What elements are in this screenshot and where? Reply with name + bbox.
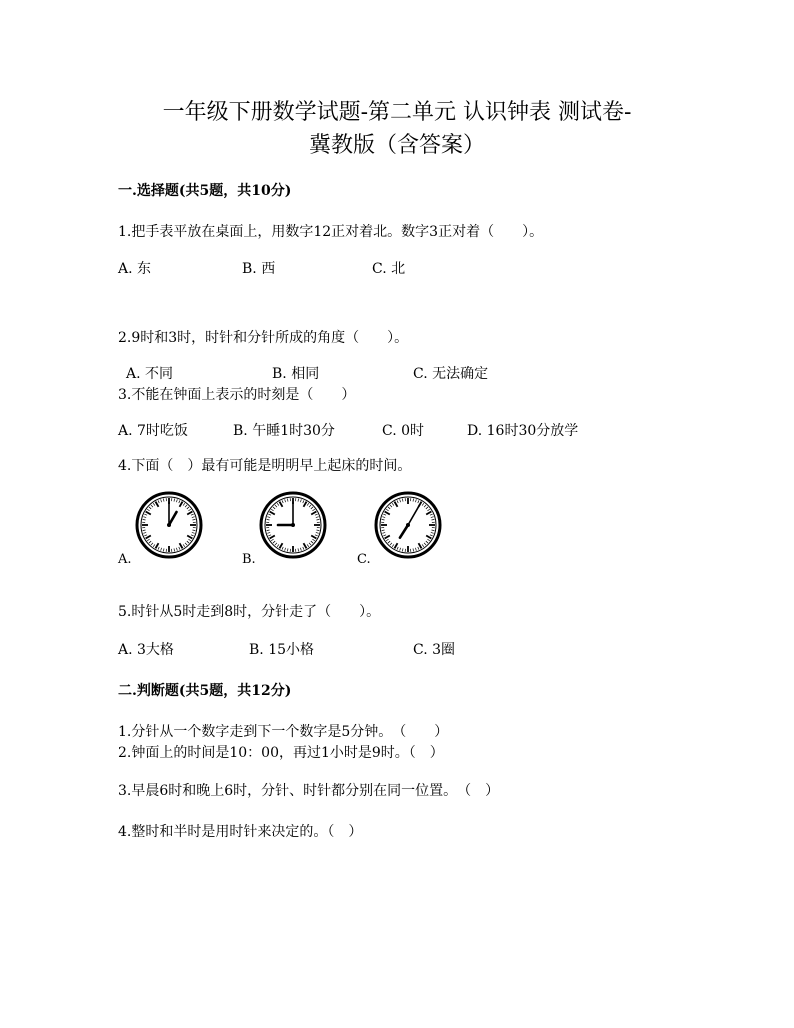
- judgement-2: 2.钟面上的时间是10：00，再过1小时是9时。（ ）: [118, 745, 444, 761]
- judgement-4: 4.整时和半时是用时针来决定的。（ ）: [118, 824, 363, 840]
- option-c: C. 无法确定: [413, 366, 489, 382]
- clock-face-b: [258, 490, 328, 560]
- option-a: A. 不同: [126, 366, 174, 382]
- clock-label-b: B.: [242, 552, 256, 567]
- page-title: 一年级下册数学试题-第二单元 认识钟表 测试卷-: [162, 100, 632, 125]
- clock-label-a: A.: [118, 552, 132, 567]
- section-heading-judgement: 二.判断题(共5题，共12分): [118, 683, 292, 699]
- question-3: 3.不能在钟面上表示的时刻是（ ）: [118, 387, 356, 403]
- judgement-1: 1.分针从一个数字走到下一个数字是5分钟。 （ ）: [118, 724, 449, 740]
- question-5: 5.时针从5时走到8时，分针走了（ ）。: [118, 604, 381, 620]
- clock-center: [291, 523, 295, 527]
- section-heading-choice: 一.选择题(共5题，共10分): [118, 183, 292, 199]
- option-c: C. 0时: [382, 423, 425, 439]
- option-b: B. 15小格: [249, 642, 315, 658]
- judgement-3: 3.早晨6时和晚上6时，分针、时针都分别在同一位置。 （ ）: [118, 783, 500, 799]
- question-2: 2.9时和3时，时针和分针所成的角度（ ）。: [118, 330, 409, 346]
- option-c: C. 3圈: [413, 642, 456, 658]
- page-subtitle: 冀教版（含答案）: [308, 133, 485, 158]
- clock-face-a: [134, 490, 204, 560]
- option-a: A. 3大格: [118, 642, 174, 658]
- option-d: D. 16时30分放学: [467, 423, 579, 439]
- option-b: B. 相同: [272, 366, 320, 382]
- option-b: B. 午睡1时30分: [233, 423, 335, 439]
- option-a: A. 7时吃饭: [118, 423, 188, 439]
- option-c: C. 北: [372, 261, 406, 277]
- clock-center: [167, 523, 171, 527]
- question-1: 1.把手表平放在桌面上，用数字12正对着北。数字3正对着（ ）。: [118, 224, 544, 240]
- option-b: B. 西: [242, 261, 276, 277]
- question-4: 4.下面（ ）最有可能是明明早上起床的时间。: [118, 458, 412, 474]
- clock-face-c: [373, 490, 443, 560]
- option-a: A. 东: [118, 261, 152, 277]
- clock-center: [406, 523, 410, 527]
- clock-label-c: C.: [357, 552, 371, 567]
